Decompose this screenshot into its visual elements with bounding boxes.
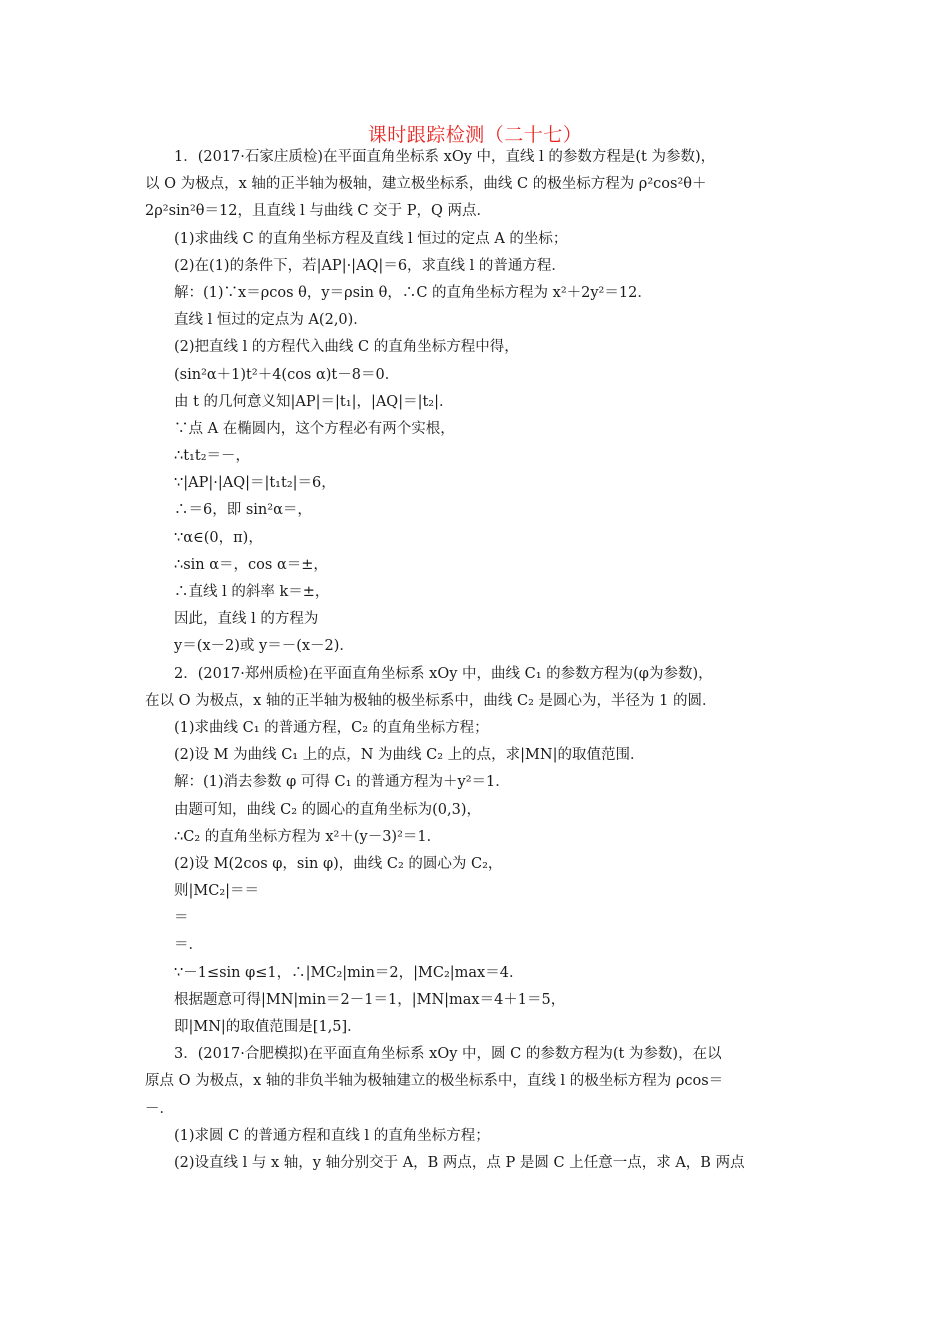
- text-line: (1)求曲线 C₁ 的普通方程，C₂ 的直角坐标方程；: [174, 719, 489, 736]
- text-line: 解：(1)∵x＝ρcos θ，y＝ρsin θ，∴C 的直角坐标方程为 x²＋2y²＝12．: [174, 284, 652, 301]
- text-line: 2ρ²sin²θ＝12，且直线 l 与曲线 C 交于 P，Q 两点．: [145, 203, 492, 220]
- text-line: 1．(2017·石家庄质检)在平面直角坐标系 xOy 中，直线 l 的参数方程是(t 为参数)，: [174, 149, 716, 165]
- text-line: ∴t₁t₂＝－，: [174, 448, 251, 465]
- text-line: (1)求曲线 C 的直角坐标方程及直线 l 恒过的定点 A 的坐标；: [174, 230, 568, 247]
- document-body: [145, 144, 817, 1177]
- text-line: (2)把直线 l 的方程代入曲线 C 的直角坐标方程中得，: [174, 339, 519, 356]
- text-line: ∴＝6，即 sin²α＝，: [174, 502, 312, 519]
- text-line: ∴直线 l 的斜率 k＝±，: [174, 584, 330, 600]
- text-line: 直线 l 恒过的定点为 A(2,0)．: [174, 312, 368, 329]
- text-line: (sin²α＋1)t²＋4(cos α)t－8＝0．: [174, 366, 400, 383]
- text-line: 2．(2017·郑州质检)在平面直角坐标系 xOy 中，曲线 C₁ 的参数方程为(φ为参数)，: [174, 665, 713, 682]
- text-line: (2)设直线 l 与 x 轴，y 轴分别交于 A，B 两点，点 P 是圆 C 上任意一点，求 A，B 两点: [174, 1154, 745, 1171]
- text-line: 解：(1)消去参数 φ 可得 C₁ 的普通方程为＋y²＝1．: [174, 774, 510, 791]
- text-line: ∵α∈(0，π)，: [174, 529, 263, 546]
- text-line: 由 t 的几何意义知|AP|＝|t₁|，|AQ|＝|t₂|．: [174, 393, 454, 410]
- page-title: 课时跟踪检测（二十七）: [367, 124, 583, 146]
- text-line: y＝(x－2)或 y＝－(x－2)．: [174, 638, 354, 655]
- text-line: ＝．: [174, 937, 203, 954]
- text-line: 3．(2017·合肥模拟)在平面直角坐标系 xOy 中，圆 C 的参数方程为(t 为参数)，在以: [174, 1046, 722, 1063]
- text-line: (2)在(1)的条件下，若|AP|·|AQ|＝6，求直线 l 的普通方程．: [174, 257, 566, 274]
- text-line: (2)设 M 为曲线 C₁ 上的点，N 为曲线 C₂ 上的点，求|MN|的取值范围．: [174, 747, 645, 764]
- text-line: ∵－1≤sin φ≤1，∴|MC₂|min＝2，|MC₂|max＝4．: [174, 964, 524, 981]
- text-line: (1)求圆 C 的普通方程和直线 l 的直角坐标方程；: [174, 1127, 490, 1144]
- text-line: 以 O 为极点，x 轴的正半轴为极轴，建立极坐标系，曲线 C 的极坐标方程为 ρ²cos²θ＋: [145, 176, 707, 193]
- text-line: 原点 O 为极点，x 轴的非负半轴为极轴建立的极坐标系中，直线 l 的极坐标方程为 ρcos＝: [145, 1073, 724, 1090]
- text-line: 在以 O 为极点，x 轴的正半轴为极轴的极坐标系中，曲线 C₂ 是圆心为，半径为 1 的圆．: [145, 692, 717, 709]
- text-line: 因此，直线 l 的方程为: [174, 611, 319, 628]
- text-line: ∵点 A 在椭圆内，这个方程必有两个实根，: [174, 420, 455, 437]
- text-line: ∴C₂ 的直角坐标方程为 x²＋(y－3)²＝1．: [174, 828, 442, 845]
- text-line: 则|MC₂|＝＝: [174, 883, 260, 900]
- text-line: ∵|AP|·|AQ|＝|t₁t₂|＝6，: [174, 475, 336, 492]
- text-line: ∴sin α＝，cos α＝±，: [174, 556, 328, 573]
- text-line: (2)设 M(2cos φ，sin φ)，曲线 C₂ 的圆心为 C₂，: [174, 855, 503, 872]
- text-line: 由题可知，曲线 C₂ 的圆心的直角坐标为(0,3)，: [174, 801, 481, 818]
- text-line: －．: [145, 1100, 174, 1117]
- text-line: ＝: [174, 910, 189, 927]
- text-line: 根据题意可得|MN|min＝2－1＝1，|MN|max＝4＋1＝5，: [174, 991, 566, 1008]
- text-line: 即|MN|的取值范围是[1,5]．: [174, 1019, 362, 1035]
